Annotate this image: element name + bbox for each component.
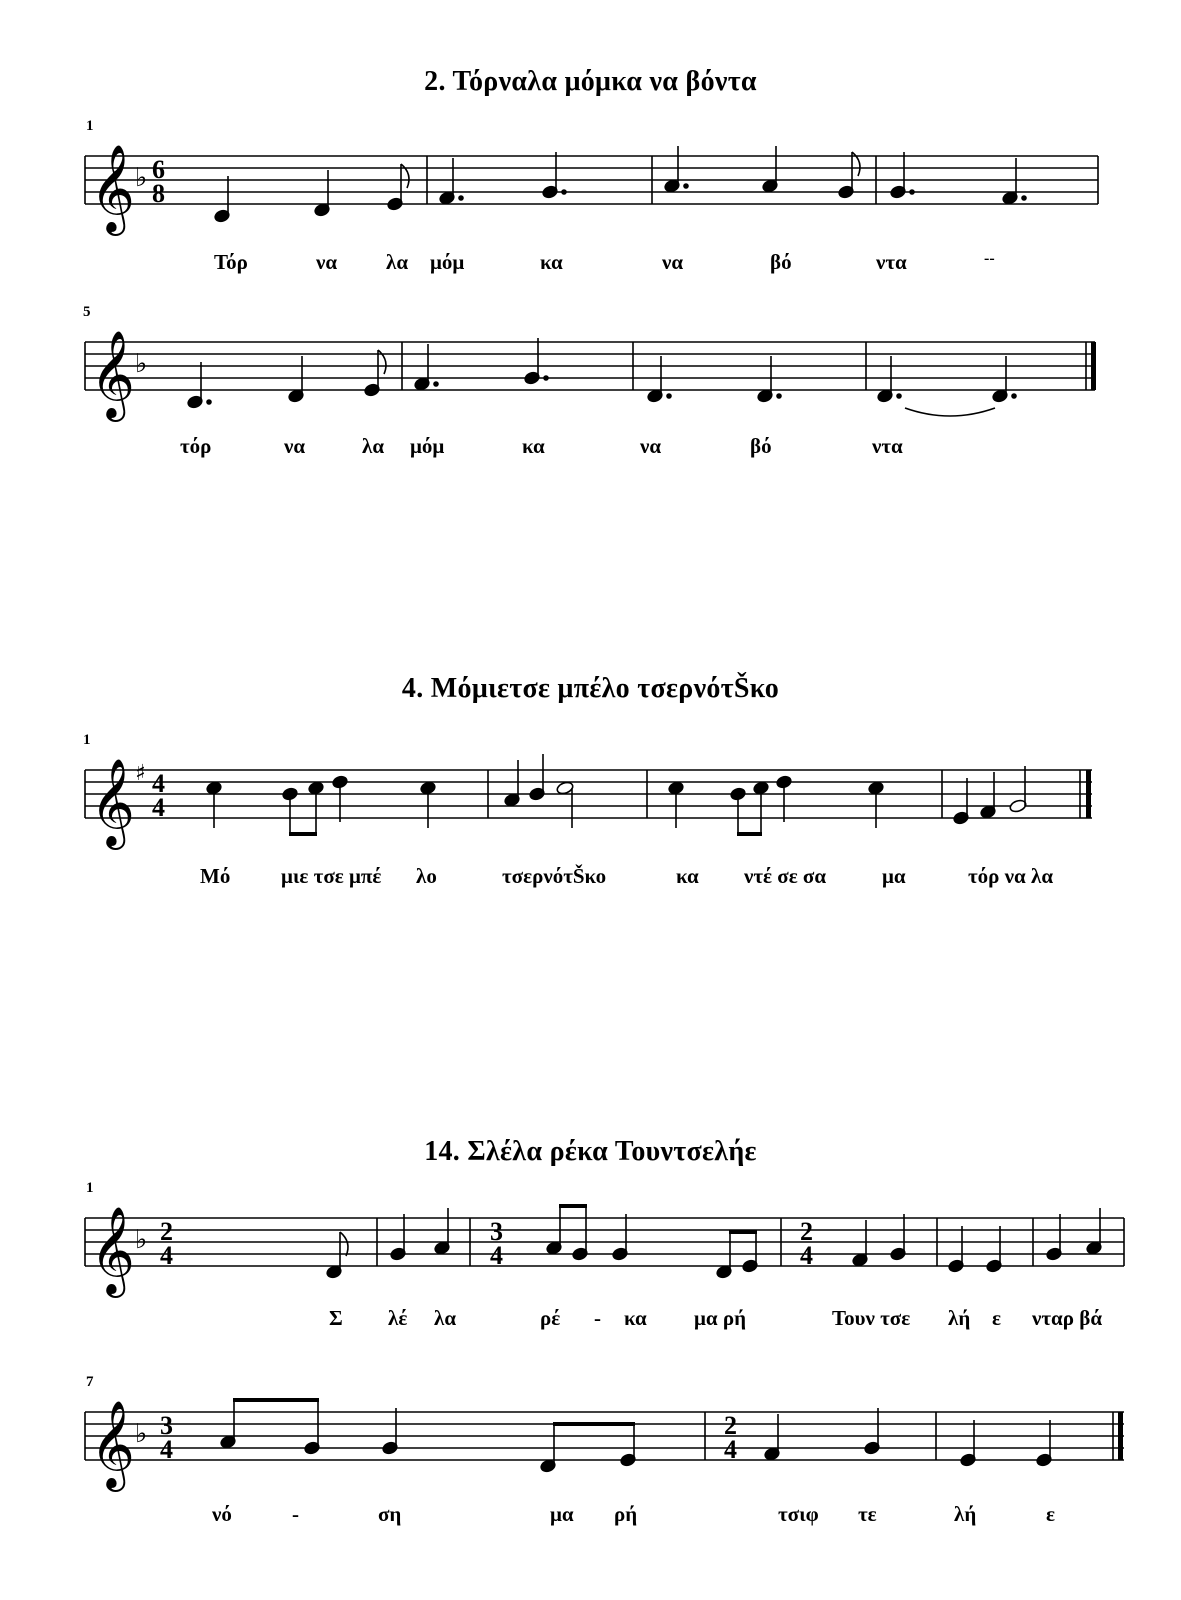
flat-icon: ♭ xyxy=(135,163,148,193)
lyric-syllable: τόρ να λα xyxy=(968,864,1054,888)
lyric-syllable: ση xyxy=(378,1502,402,1526)
lyric-syllable: κα xyxy=(522,434,545,458)
lyric-syllable: Τουν τσε xyxy=(832,1306,911,1330)
lyric-syllable: ρέ xyxy=(540,1306,561,1330)
tie-arc xyxy=(905,408,995,416)
lyric-syllable: ρή xyxy=(614,1502,638,1526)
lyric-syllable: βό xyxy=(750,434,772,458)
svg-text:8: 8 xyxy=(152,179,165,208)
svg-text:4: 4 xyxy=(152,769,165,798)
music-staff xyxy=(0,1192,1181,1302)
lyric-syllable: λα xyxy=(362,434,385,458)
treble-clef-icon: 𝄞 xyxy=(90,757,135,846)
measure-number: 1 xyxy=(86,118,94,134)
lyric-syllable: να xyxy=(316,250,338,274)
lyric-syllable: να xyxy=(284,434,306,458)
measure-number: 7 xyxy=(86,1374,94,1390)
music-staff xyxy=(0,744,1181,854)
svg-text:2: 2 xyxy=(724,1411,737,1440)
svg-text:4: 4 xyxy=(160,1435,173,1464)
lyric-syllable: βό xyxy=(770,250,792,274)
lyric-syllable: - xyxy=(292,1502,299,1526)
lyric-syllable: λή xyxy=(948,1306,971,1330)
svg-text:4: 4 xyxy=(152,793,165,822)
lyric-syllable: μα xyxy=(550,1502,574,1526)
song-title: 4. Μόμιετσε μπέλο τσερνότŠκο xyxy=(401,673,780,704)
lyric-syllable: νταρ βά xyxy=(1032,1306,1103,1330)
flat-icon: ♭ xyxy=(135,349,148,379)
lyric-syllable: τσιφ xyxy=(778,1502,819,1526)
lyric-syllable: κα xyxy=(624,1306,647,1330)
svg-text:4: 4 xyxy=(724,1435,737,1464)
music-staff xyxy=(0,1386,1181,1496)
svg-text:2: 2 xyxy=(160,1217,173,1246)
music-staff xyxy=(0,316,1181,426)
flat-icon: ♭ xyxy=(135,1225,148,1255)
song-title: 2. Τόρναλα μόμκα να βόντα xyxy=(424,66,757,97)
lyric-syllable: τόρ xyxy=(180,434,212,458)
lyric-syllable: κα xyxy=(676,864,699,888)
lyric-syllable: λα xyxy=(434,1306,457,1330)
measure-number: 5 xyxy=(83,304,91,320)
lyric-syllable: - xyxy=(594,1306,601,1330)
lyric-syllable: τσερνότŠκο xyxy=(502,864,607,888)
lyric-syllable: Μό xyxy=(200,864,231,888)
treble-clef-icon: 𝄞 xyxy=(90,1399,135,1488)
lyric-syllable: λο xyxy=(416,864,437,888)
lyric-syllable: λή xyxy=(954,1502,977,1526)
treble-clef-icon: 𝄞 xyxy=(90,1205,135,1294)
lyric-syllable: μόμ xyxy=(410,434,445,458)
treble-clef-icon: 𝄞 xyxy=(90,329,135,418)
svg-text:3: 3 xyxy=(490,1217,503,1246)
lyric-syllable: Τόρ xyxy=(214,250,248,274)
svg-text:4: 4 xyxy=(800,1241,813,1270)
song-title: 14. Σλέλα ρέκα Τουντσελήε xyxy=(424,1136,757,1167)
flat-icon: ♭ xyxy=(135,1419,148,1449)
lyric-syllable: κα xyxy=(540,250,563,274)
lyric-syllable: ντα xyxy=(876,250,907,274)
svg-text:4: 4 xyxy=(490,1241,503,1270)
svg-text:6: 6 xyxy=(152,155,165,184)
sharp-icon: ♯ xyxy=(135,761,146,786)
lyric-syllable: να xyxy=(640,434,662,458)
lyric-syllable: λέ xyxy=(388,1306,408,1330)
svg-text:4: 4 xyxy=(160,1241,173,1270)
measure-number: 1 xyxy=(86,1180,94,1196)
measure-number: 1 xyxy=(83,732,91,748)
lyric-syllable: μιε τσε μπέ xyxy=(281,864,382,888)
lyric-syllable: ε xyxy=(992,1306,1001,1330)
music-staff xyxy=(0,130,1181,240)
svg-text:2: 2 xyxy=(800,1217,813,1246)
lyric-syllable: μόμ xyxy=(430,250,465,274)
lyric-syllable: να xyxy=(662,250,684,274)
treble-clef-icon: 𝄞 xyxy=(90,143,135,232)
svg-text:3: 3 xyxy=(160,1411,173,1440)
lyric-syllable: -- xyxy=(984,250,995,267)
lyric-syllable: μα xyxy=(882,864,906,888)
lyric-syllable: Σ xyxy=(329,1306,343,1330)
lyric-syllable: νό xyxy=(212,1502,232,1526)
lyric-syllable: ντέ σε σα xyxy=(744,864,827,888)
lyric-syllable: μα ρή xyxy=(694,1306,747,1330)
lyric-syllable: ε xyxy=(1046,1502,1055,1526)
lyric-syllable: τε xyxy=(858,1502,877,1526)
lyric-syllable: ντα xyxy=(872,434,903,458)
lyric-syllable: λα xyxy=(386,250,409,274)
